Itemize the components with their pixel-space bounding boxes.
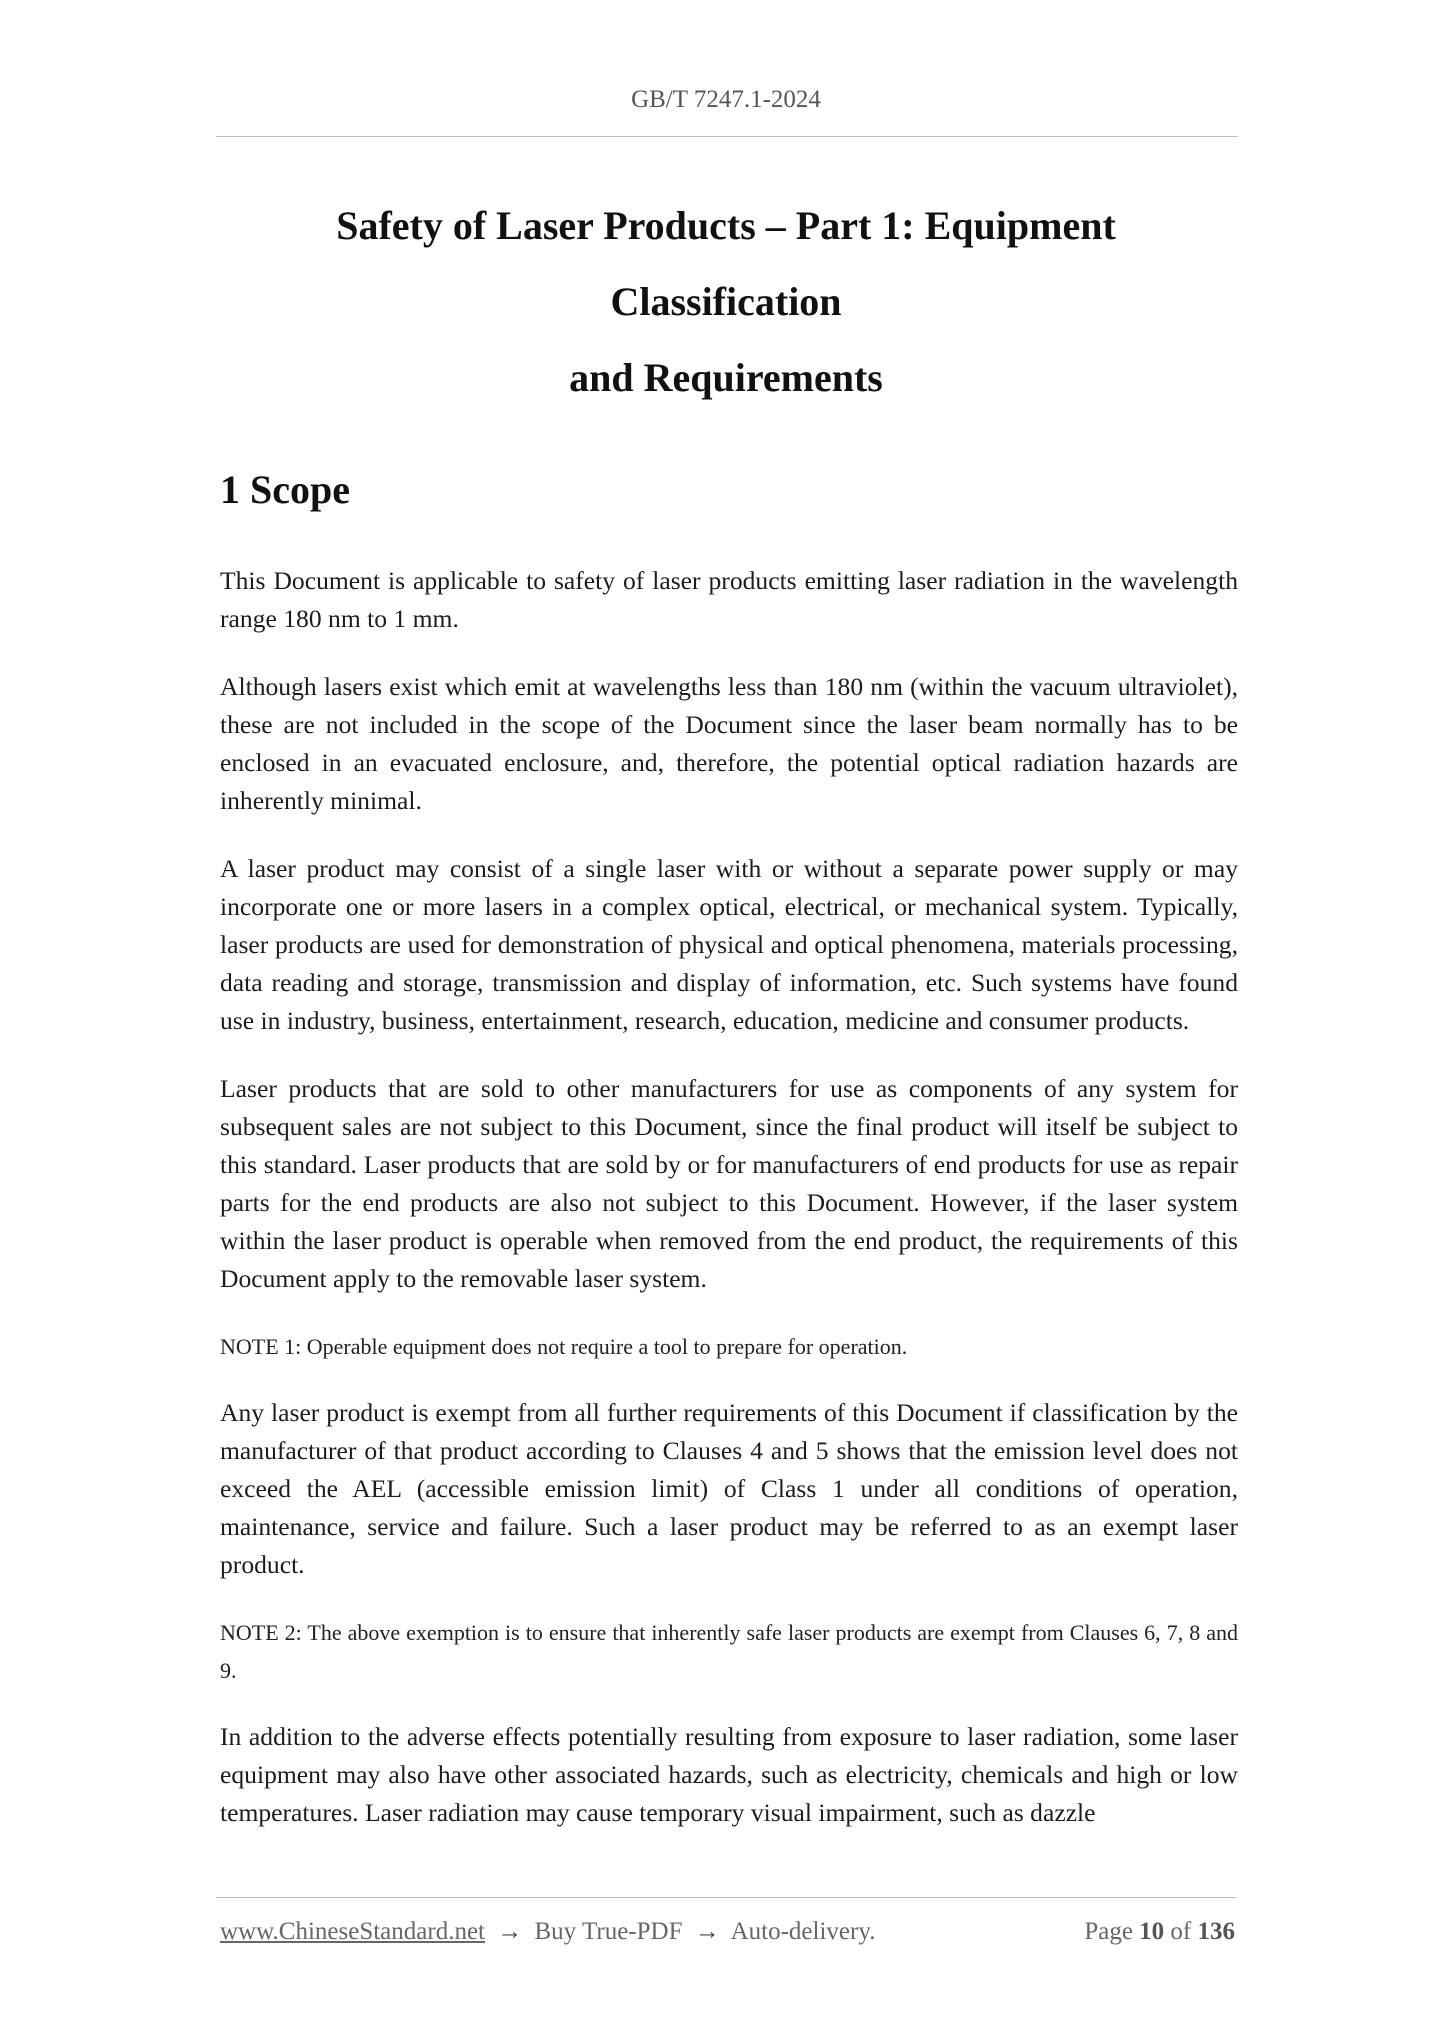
- page-number: 10: [1139, 1918, 1165, 1945]
- delivery-text: Auto-delivery.: [730, 1918, 876, 1945]
- buy-pdf-text: Buy True-PDF: [534, 1918, 683, 1945]
- paragraph-3: A laser product may consist of a single laser with or without a separate power supply or may incorporate one or more lasers in a complex optical, electrical, or mechanical system. Typically, laser products are used for demonstration of physical and optical phenomena, materials processing, data reading and storage, transmission and display of information, etc. Such systems have found use in industry, business, entertainment, research, education, medicine and consumer products.: [220, 854, 1238, 1035]
- paragraph-6: In addition to the adverse effects potentially resulting from exposure to laser radiation, some laser equipment may also have other associated hazards, such as electricity, chemicals and high or low temperatures. Laser radiation may cause temporary visual impairment, such as dazzle: [220, 1722, 1238, 1827]
- page-footer: [220, 1918, 1235, 1954]
- paragraph-5: Any laser product is exempt from all further requirements of this Document if classification by the manufacturer of that product according to Clauses 4 and 5 shows that the emission level does not exceed the AEL (accessible emission limit) of Class 1 under all conditions of operation, maintenance, service and failure. Such a laser product may be referred to as an exempt laser product.: [220, 1398, 1238, 1579]
- page-label: Page: [1084, 1918, 1133, 1945]
- document-title: [216, 188, 1236, 416]
- header-divider: [216, 136, 1238, 137]
- note-2: NOTE 2: The above exemption is to ensure that inherently safe laser products are exempt from Clauses 6, 7, 8 and 9.: [220, 1620, 1238, 1683]
- title-line-2: and Requirements: [569, 355, 883, 400]
- page-counter: [1084, 1918, 1235, 1946]
- of-label: of: [1170, 1918, 1192, 1945]
- running-header: GB/T 7247.1-2024: [631, 86, 821, 113]
- note-1: NOTE 1: Operable equipment does not require a tool to prepare for operation.: [220, 1334, 908, 1359]
- page-total: 136: [1197, 1918, 1235, 1945]
- arrow-right-icon: →: [497, 1918, 523, 1945]
- footer-promo: [220, 1918, 875, 1946]
- section-heading: 1 Scope: [220, 467, 350, 512]
- site-link[interactable]: www.ChineseStandard.net: [220, 1918, 485, 1945]
- paragraph-2: Although lasers exist which emit at wavelengths less than 180 nm (within the vacuum ultraviolet), these are not included in the scope of the Document since the laser beam normally has to be enclosed in an evacuated enclosure, and, therefore, the potential optical radiation hazards are inherently minimal.: [220, 672, 1238, 815]
- title-line-1: Safety of Laser Products – Part 1: Equipment Classification: [336, 203, 1116, 324]
- paragraph-1: This Document is applicable to safety of laser products emitting laser radiation in the wavelength range 180 nm to 1 mm.: [220, 566, 1238, 633]
- footer-divider: [216, 1897, 1236, 1898]
- arrow-right-icon: →: [694, 1918, 720, 1945]
- body-text: [220, 562, 1238, 1862]
- paragraph-4: Laser products that are sold to other manufacturers for use as components of any system for subsequent sales are not subject to this Document, since the final product will itself be subject to this standard. Laser products that are sold by or for manufacturers of end products for use as repair parts for the end products are also not subject to this Document. However, if the laser system within the laser product is operable when removed from the end product, the requirements of this Document apply to the removable laser system.: [220, 1074, 1238, 1293]
